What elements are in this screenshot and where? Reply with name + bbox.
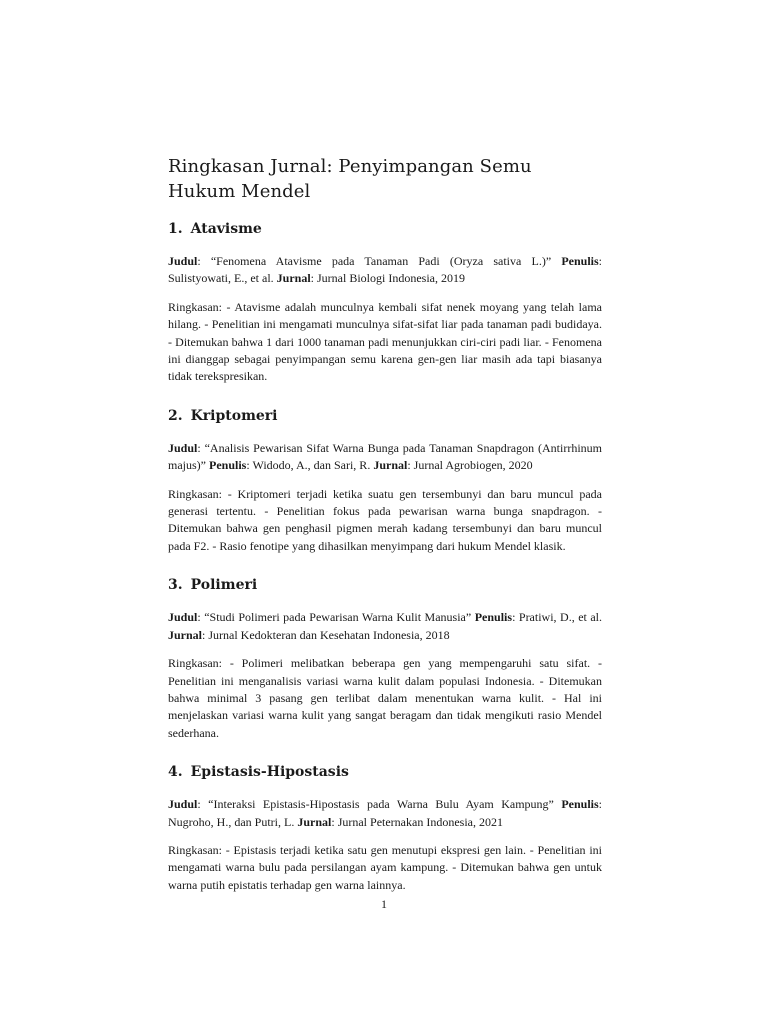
section-number: 3. [168, 577, 183, 594]
section [168, 406, 602, 555]
article-journal: Jurnal Kedokteran dan Kesehatan Indonesia, 2018 [208, 627, 450, 642]
section-number: 4. [168, 764, 183, 781]
section-heading-text: Epistasis-Hipostasis [190, 764, 349, 781]
summary-paragraph: Ringkasan: - Kriptomeri terjadi ketika suatu gen tersembunyi dan baru muncul pada generasi tertentu. - Penelitian fokus pada pewarisan warna bunga snapdragon. - Ditemukan bahwa gen penghasil pigmen merah kadang tersembunyi dan baru muncul pada F2. - Rasio fenotipe yang dihasilkan menyimpang dari hukum Mendel klasik. [168, 486, 602, 553]
article-authors: Pratiwi, D., et al. [518, 610, 603, 625]
article-metadata: Judul: “Fenomena Atavisme pada Tanaman Padi (Oryza sativa L.)” Penulis: Sulistyowati, E., et al. Jurnal: Jurnal Biologi Indonesia, 2019 [168, 254, 603, 286]
section-heading-text: Atavisme [190, 221, 262, 237]
label-title: Judul [168, 440, 198, 455]
label-author: Penulis [561, 254, 599, 268]
summary-paragraph: Ringkasan: - Epistasis terjadi ketika satu gen menutupi ekspresi gen lain. - Penelitian ini mengamati warna bulu pada persilangan ayam kampung. - Ditemukan bahwa gen untuk warna putih epistatis terhadap gen warna lainnya. [168, 842, 602, 892]
article-title: “Interaksi Epistasis-Hipostasis pada Warna Bulu Ayam Kampung” [208, 797, 554, 812]
sections-container [168, 219, 602, 894]
section-heading [168, 406, 602, 426]
section [168, 219, 602, 386]
label-title: Judul [168, 797, 198, 812]
label-journal: Jurnal [373, 458, 408, 473]
label-journal: Jurnal [297, 814, 332, 829]
label-journal: Jurnal [276, 271, 311, 286]
document-page [168, 154, 602, 914]
section-heading-text: Kriptomeri [190, 407, 278, 424]
article-authors: Widodo, A., dan Sari, R. [252, 458, 371, 473]
summary-paragraph: Ringkasan: - Polimeri melibatkan beberapa gen yang mempengaruhi satu sifat. - Penelitian ini menganalisis variasi warna kulit dalam populasi Indonesia. - Ditemukan bahwa minimal 3 pasang gen terlibat dalam menentukan warna kulit. - Hal ini menjelaskan variasi warna kulit yang sangat beragam dan tidak mengikuti rasio Mendel sederhana. [168, 656, 602, 740]
section [168, 575, 602, 742]
section-number: 2. [168, 407, 183, 424]
document-title: Ringkasan Jurnal: Penyimpangan Semu Hukum Mendel [168, 156, 532, 202]
article-metadata: Judul: “Interaksi Epistasis-Hipostasis pada Warna Bulu Ayam Kampung” Penulis: Nugroho, H., dan Putri, L. Jurnal: Jurnal Peternakan Indonesia, 2021 [168, 797, 602, 829]
label-author: Penulis [474, 610, 513, 625]
label-title: Judul [168, 254, 198, 268]
article-journal: Jurnal Peternakan Indonesia, 2021 [337, 814, 503, 829]
page-number: 1 [381, 897, 387, 911]
article-title: “Analisis Pewarisan Sifat Warna Bunga pada Tanaman Snapdragon (Antirrhinum majus)” [168, 440, 602, 473]
section [168, 762, 602, 894]
summary-paragraph: Ringkasan: - Atavisme adalah munculnya kembali sifat nenek moyang yang telah lama hilang. - Penelitian ini mengamati munculnya sifat-sifat liar pada tanaman padi budidaya. - Ditemukan bahwa 1 dari 1000 tanaman padi menunjukkan ciri-ciri padi liar. - Fenomena ini dianggap sebagai penyimpangan semu karena gen-gen liar masih ada tapi biasanya tidak terekspresikan. [168, 299, 602, 384]
label-author: Penulis [561, 797, 599, 812]
section-heading [168, 762, 602, 782]
section-number: 1. [168, 221, 183, 237]
section-heading [168, 575, 602, 595]
article-title: “Studi Polimeri pada Pewarisan Warna Kulit Manusia” [204, 610, 472, 625]
section-heading [168, 219, 602, 239]
article-authors: Sulistyowati, E., et al. [168, 271, 274, 286]
article-journal: Jurnal Agrobiogen, 2020 [413, 458, 533, 473]
article-metadata: Judul: “Analisis Pewarisan Sifat Warna Bunga pada Tanaman Snapdragon (Antirrhinum majus)” Penulis: Widodo, A., dan Sari, R. Jurnal: Jurnal Agrobiogen, 2020 [168, 440, 602, 473]
label-author: Penulis [209, 458, 247, 473]
article-journal: Jurnal Biologi Indonesia, 2019 [317, 271, 465, 286]
article-metadata: Judul: “Studi Polimeri pada Pewarisan Warna Kulit Manusia” Penulis: Pratiwi, D., et al. Jurnal: Jurnal Kedokteran dan Kesehatan Indonesia, 2018 [168, 610, 603, 642]
section-heading-text: Polimeri [190, 577, 258, 594]
article-authors: Nugroho, H., dan Putri, L. [168, 814, 295, 829]
article-title: “Fenomena Atavisme pada Tanaman Padi (Oryza sativa L.)” [210, 254, 552, 268]
label-journal: Jurnal [168, 627, 203, 642]
label-title: Judul [168, 610, 198, 625]
